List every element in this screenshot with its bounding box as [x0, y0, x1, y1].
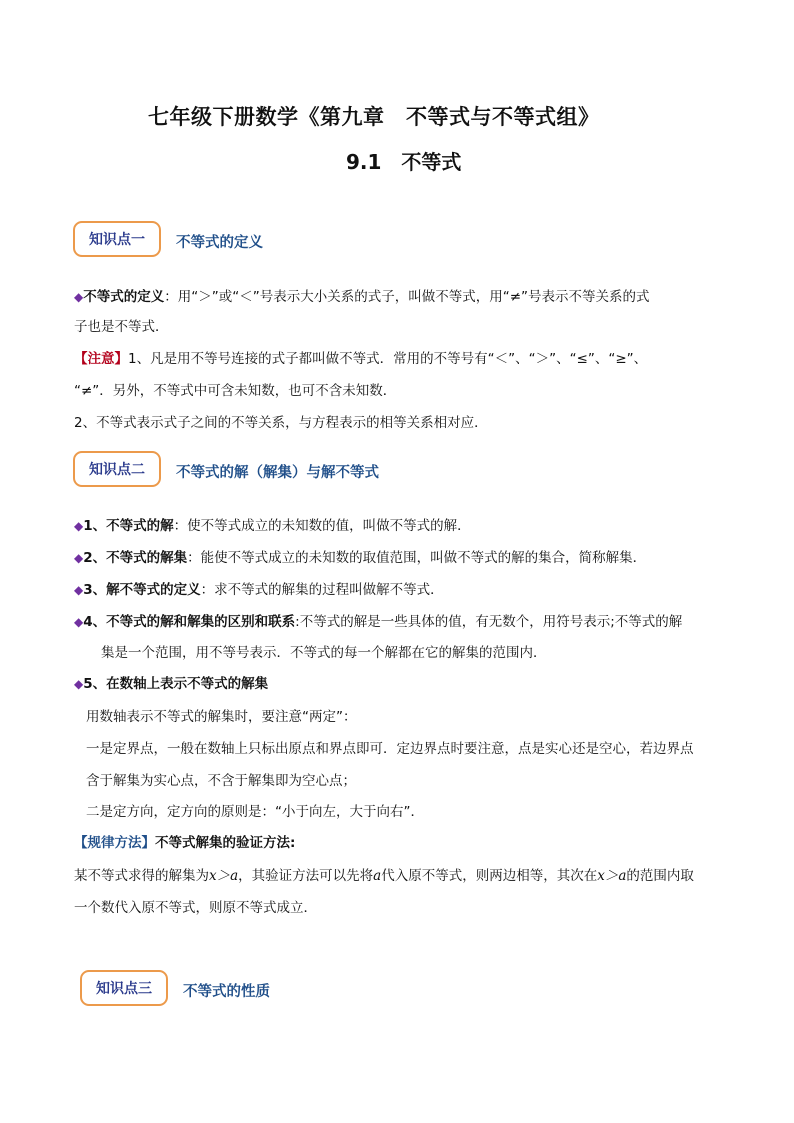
item-4-term: 4、不等式的解和解集的区别和联系 — [83, 614, 296, 630]
item-2 — [74, 546, 646, 566]
item-3-text: ：求不等式的解集的过程叫做解不等式． — [200, 582, 444, 598]
diamond-icon: ◆ — [74, 290, 84, 304]
rule-text: 某不等式求得的解集为 — [74, 868, 209, 884]
rule-title: 不等式解集的验证方法: — [155, 835, 296, 851]
diamond-icon: ◆ — [74, 519, 84, 533]
rule-tag: 【规律方法】 — [74, 835, 155, 851]
inequality: x＞a — [597, 868, 627, 884]
rule-text: ，其验证方法可以先将 — [238, 868, 374, 884]
definition-term: 不等式的定义 — [83, 289, 165, 305]
item-5-term: 5、在数轴上表示不等式的解集 — [83, 676, 269, 692]
item-2-text: ：能使不等式成立的未知数的取值范围，叫做不等式的解的集合，简称解集． — [187, 550, 647, 566]
note-line-3: 2、不等式表示式子之间的不等关系，与方程表示的相等关系相对应． — [74, 415, 488, 431]
knowledge-point-3-heading: 不等式的性质 — [183, 984, 270, 1000]
item-5-line-3: 含于解集为实心点，不含于解集即为空心点； — [86, 773, 356, 789]
definition-line-1 — [74, 285, 650, 305]
knowledge-point-2-heading: 不等式的解（解集）与解不等式 — [176, 465, 379, 481]
note-text: 1、凡是用不等号连接的式子都叫做不等式．常用的不等号有“＜”、“＞”、“≤”、“≥”、 — [128, 351, 648, 367]
section-subtitle: 9.1 不等式 — [346, 150, 462, 174]
note-tag: 【注意】 — [74, 351, 128, 367]
item-2-term: 2、不等式的解集 — [83, 550, 188, 566]
item-5-line-4: 二是定方向，定方向的原则是：“小于向左，大于向右”． — [86, 804, 424, 820]
rule-paragraph-line-2: 一个数代入原不等式，则原不等式成立． — [74, 900, 317, 916]
diamond-icon: ◆ — [74, 677, 84, 691]
diamond-icon: ◆ — [74, 615, 84, 629]
item-5-line-2: 一是定界点，一般在数轴上只标出原点和界点即可．定边界点时要注意，点是实心还是空心，若边界点 — [86, 741, 694, 757]
rule-heading — [74, 831, 295, 851]
knowledge-point-1-heading: 不等式的定义 — [176, 235, 263, 251]
item-5 — [74, 672, 268, 692]
item-4-line-2: 集是一个范围，用不等号表示．不等式的每一个解都在它的解集的范围内． — [101, 645, 547, 661]
inequality: x＞a — [209, 868, 239, 884]
knowledge-point-2-label: 知识点二 — [73, 451, 161, 487]
document-title: 七年级下册数学《第九章 不等式与不等式组》 — [148, 105, 600, 129]
item-1-text: ：使不等式成立的未知数的值，叫做不等式的解． — [173, 518, 471, 534]
diamond-icon: ◆ — [74, 583, 84, 597]
item-3-term: 3、解不等式的定义 — [83, 582, 201, 598]
item-1 — [74, 514, 471, 534]
item-4-line-1 — [74, 610, 682, 630]
item-4-text: :不等式的解是一些具体的值，有无数个，用符号表示;不等式的解 — [295, 614, 683, 630]
knowledge-point-1-label: 知识点一 — [73, 221, 161, 257]
diamond-icon: ◆ — [74, 551, 84, 565]
item-3 — [74, 578, 444, 598]
definition-text: ：用“＞”或“＜”号表示大小关系的式子，叫做不等式，用“≠”号表示不等关系的式 — [164, 289, 650, 305]
knowledge-point-3-label: 知识点三 — [80, 970, 168, 1006]
rule-text: 代入原不等式，则两边相等，其次在 — [381, 868, 598, 884]
item-1-term: 1、不等式的解 — [83, 518, 174, 534]
note-line-2: “≠”．另外，不等式中可含未知数，也可不含未知数． — [74, 383, 397, 399]
rule-text: 的范围内取 — [626, 868, 694, 884]
rule-paragraph-line-1 — [74, 864, 694, 884]
definition-line-2: 子也是不等式． — [74, 319, 169, 335]
item-5-line-1: 用数轴表示不等式的解集时，要注意“两定”： — [86, 709, 357, 725]
variable-a: a — [373, 868, 382, 884]
note-line-1 — [74, 347, 647, 367]
